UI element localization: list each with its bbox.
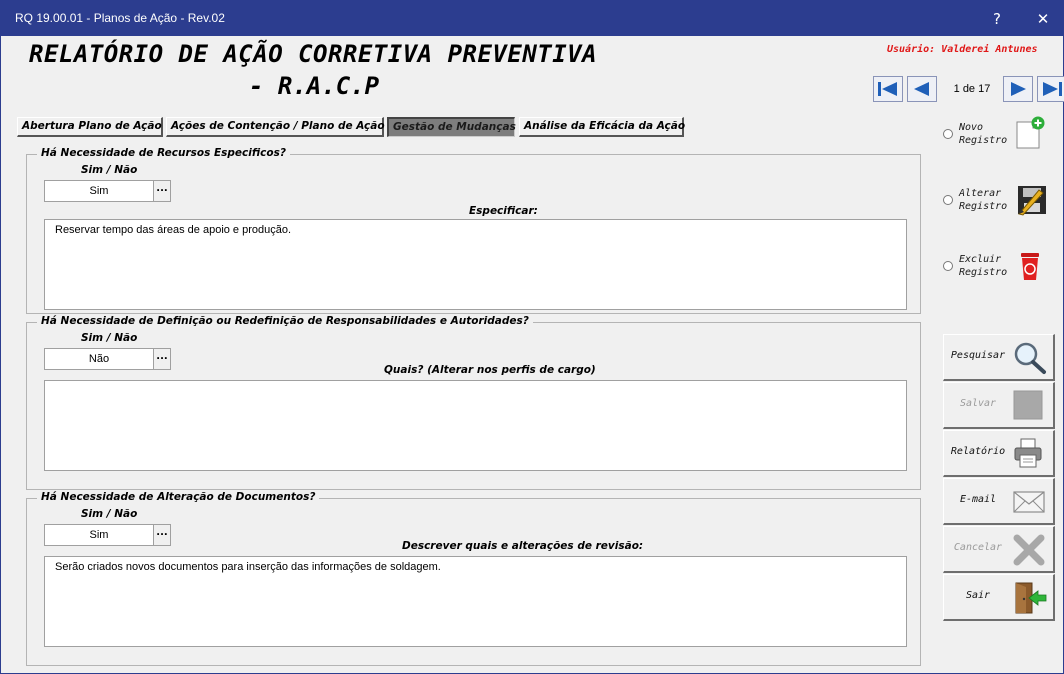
detail-label: Especificar: (469, 205, 538, 217)
cancel-icon (1012, 533, 1046, 567)
cancel-button[interactable] (943, 526, 1055, 573)
title-bar (1, 1, 1063, 36)
yes-no-dropdown-button[interactable]: ... (153, 349, 170, 369)
mode-alterar-registro[interactable] (937, 182, 1055, 222)
window-title: RQ 19.00.01 - Planos de Ação - Rev.02 (15, 11, 225, 25)
previous-record-button[interactable] (907, 76, 937, 102)
detail-label: Quais? (Alterar nos perfis de cargo) (384, 364, 596, 376)
section-title: Há Necessidade de Definição ou Redefinição de Responsabilidades e Autoridades? (37, 315, 533, 327)
printer-icon (1012, 437, 1046, 469)
previous-record-icon (910, 80, 934, 98)
record-counter: 1 de 17 (953, 83, 991, 95)
search-icon (1012, 341, 1048, 375)
mode-label: Novo Registro (959, 122, 1008, 146)
new-document-icon (1015, 116, 1045, 150)
tab-acoes-contencao[interactable]: Ações de Contenção / Plano de Ação (166, 117, 384, 137)
user-label: Usuário: Valderei Antunes (887, 44, 1038, 55)
close-button[interactable]: ✕ (1036, 10, 1050, 28)
section-title: Há Necessidade de Recursos Especificos? (37, 147, 290, 159)
mode-label: Excluir Registro (959, 254, 1008, 278)
yes-no-label: Sim / Não (81, 332, 138, 344)
edit-save-icon (1015, 184, 1049, 216)
yes-no-value: Não (88, 353, 110, 365)
page-subtitle: - R.A.C.P (249, 72, 380, 100)
detail-textarea[interactable]: Reservar tempo das áreas de apoio e produção. (44, 219, 907, 310)
detail-textarea[interactable] (44, 380, 907, 471)
next-record-icon (1006, 80, 1030, 98)
yes-no-select[interactable] (44, 348, 171, 370)
tab-abertura-plano[interactable]: Abertura Plano de Ação (17, 117, 163, 137)
envelope-icon (1012, 485, 1046, 517)
yes-no-select[interactable] (44, 524, 171, 546)
button-label: Pesquisar (950, 350, 1006, 361)
last-record-icon (1040, 80, 1064, 98)
mode-excluir-registro[interactable] (937, 248, 1055, 288)
section-title: Há Necessidade de Alteração de Documentos? (37, 491, 319, 503)
search-button[interactable] (943, 334, 1055, 381)
form-body (7, 36, 1059, 672)
section-documentos (26, 491, 921, 666)
detail-label: Descrever quais e alterações de revisão: (402, 540, 644, 552)
page-title: RELATÓRIO DE AÇÃO CORRETIVA PREVENTIVA (29, 40, 598, 68)
save-icon (1012, 389, 1044, 421)
mode-radio[interactable] (943, 261, 953, 271)
exit-button[interactable] (943, 574, 1055, 621)
tab-gestao-mudancas[interactable]: Gestão de Mudanças (387, 117, 515, 137)
section-recursos (26, 147, 921, 314)
yes-no-value: Sim (89, 185, 109, 197)
first-record-icon (876, 80, 900, 98)
first-record-button[interactable] (873, 76, 903, 102)
next-record-button[interactable] (1003, 76, 1033, 102)
mode-radio[interactable] (943, 129, 953, 139)
button-label: E-mail (959, 494, 997, 505)
mode-label: Alterar Registro (959, 188, 1008, 212)
button-label: Relatório (950, 446, 1006, 457)
yes-no-dropdown-button[interactable]: ... (153, 525, 170, 545)
yes-no-label: Sim / Não (81, 508, 138, 520)
save-button[interactable] (943, 382, 1055, 429)
yes-no-value: Sim (89, 529, 109, 541)
tab-analise-eficacia[interactable]: Análise da Eficácia da Ação (519, 117, 684, 137)
last-record-button[interactable] (1037, 76, 1064, 102)
email-button[interactable] (943, 478, 1055, 525)
yes-no-select[interactable] (44, 180, 171, 202)
button-label: Sair (965, 590, 991, 601)
button-label: Salvar (959, 398, 997, 409)
mode-novo-registro[interactable] (937, 116, 1055, 156)
mode-radio[interactable] (943, 195, 953, 205)
help-button[interactable]: ? (993, 10, 1001, 28)
report-button[interactable] (943, 430, 1055, 477)
detail-textarea[interactable]: Serão criados novos documentos para inserção das informações de soldagem. (44, 556, 907, 647)
button-label: Cancelar (953, 542, 1003, 553)
yes-no-label: Sim / Não (81, 164, 138, 176)
section-responsabilidades (26, 315, 921, 490)
trash-icon (1015, 250, 1045, 282)
exit-door-icon (1012, 581, 1048, 615)
yes-no-dropdown-button[interactable]: ... (153, 181, 170, 201)
